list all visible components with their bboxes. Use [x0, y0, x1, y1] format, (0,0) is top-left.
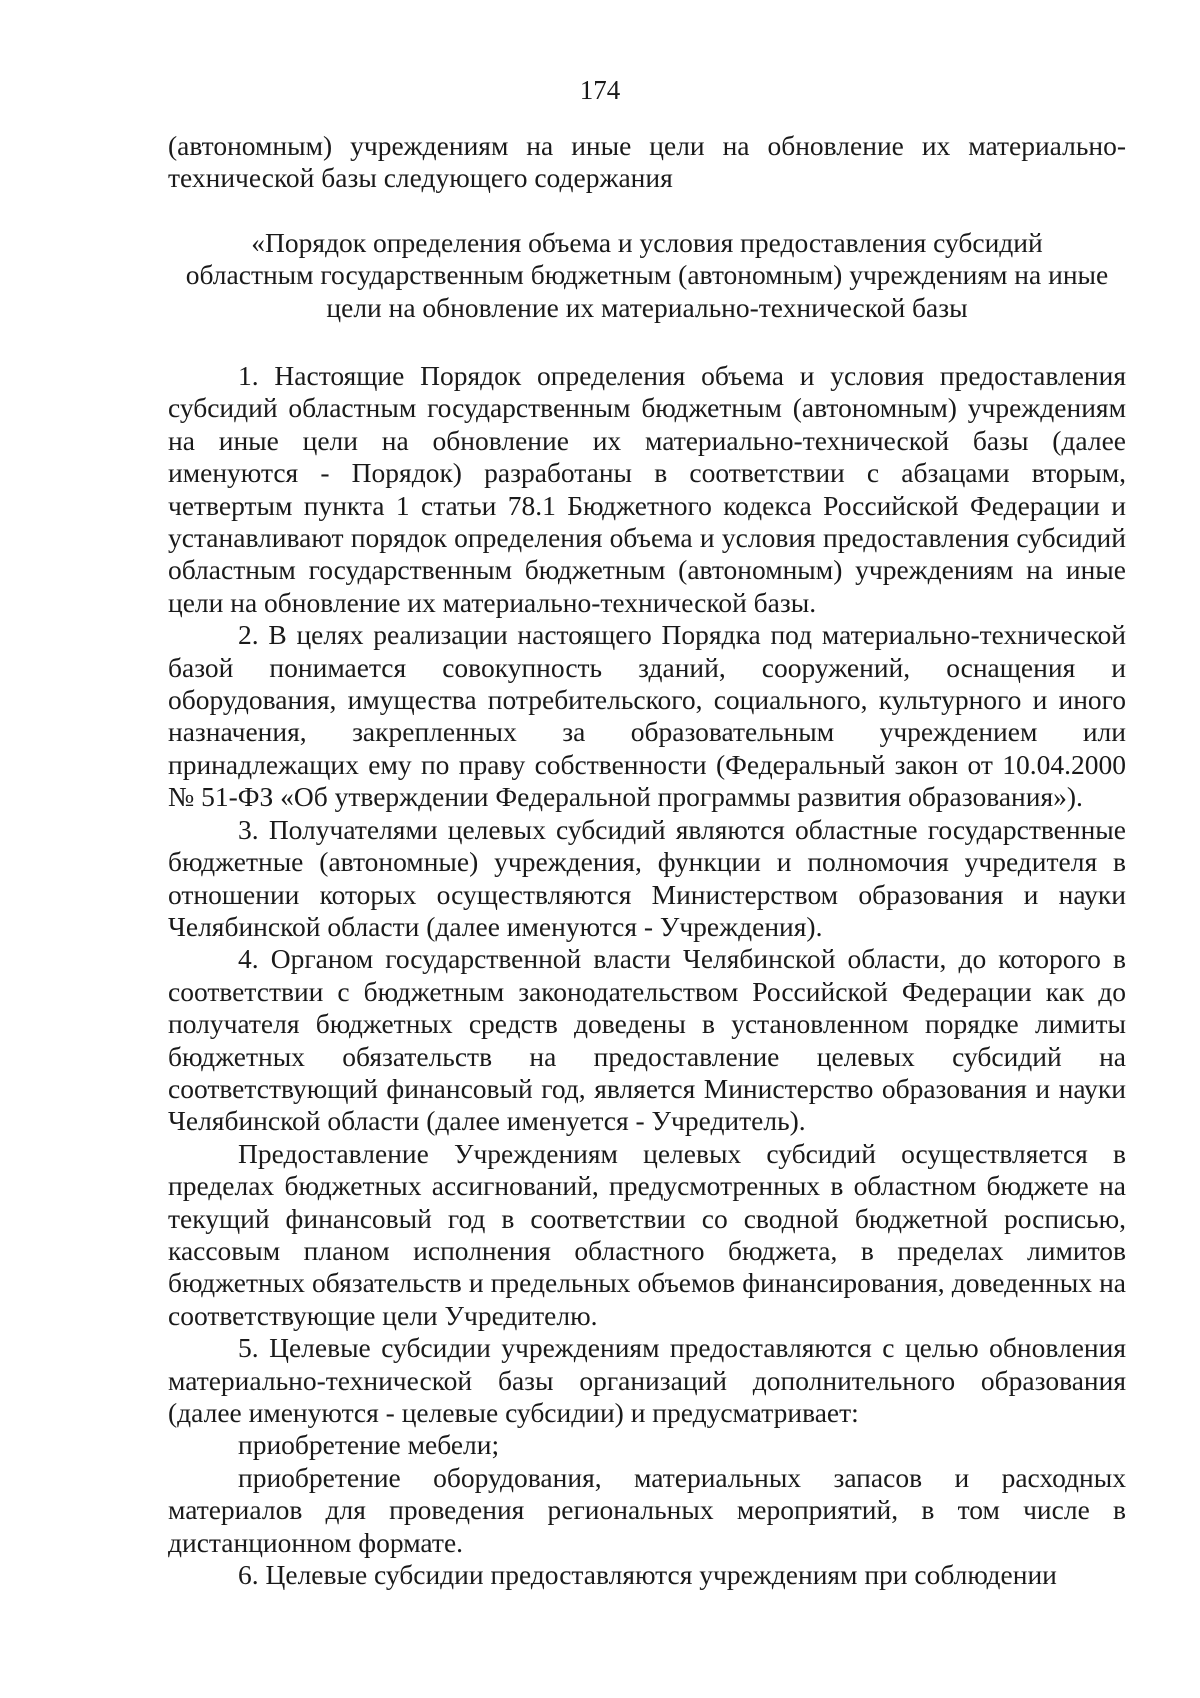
document-title-line: цели на обновление их материально-технической базы	[326, 291, 968, 323]
paragraph-4: 4. Органом государственной власти Челябинской области, до которого в соответствии с бюджетным законодательством Российской Федерации как до получателя бюджетных средств доведены в установленном порядке лимиты бюджетных обязательств на предоставление целевых субсидий на соответствующий финансовый год, является Министерство образования и науки Челябинской области (далее именуется - Учредитель).	[168, 943, 1126, 1137]
document-title	[168, 227, 1126, 324]
paragraph-3: 3. Получателями целевых субсидий являются областные государственные бюджетные (автономные) учреждения, функции и полномочия учредителя в отношении которых осуществляются Министерством образования и науки Челябинской области (далее именуются - Учреждения).	[168, 813, 1126, 942]
paragraph-6: 6. Целевые субсидии предоставляются учреждениям при соблюдении	[238, 1559, 1057, 1591]
list-item-equipment: приобретение оборудования, материальных запасов и расходных материалов для проведения региональных мероприятий, в том числе в дистанционном формате.	[168, 1461, 1126, 1558]
page-number: 174	[579, 75, 621, 105]
document-title-line: областным государственным бюджетным (автономным) учреждениям на иные	[185, 259, 1109, 291]
paragraph-5: 5. Целевые субсидии учреждениям предоставляются с целью обновления материально-технической базы организаций дополнительного образования (далее именуются - целевые субсидии) и предусматривает:	[168, 1332, 1126, 1428]
paragraph-2: 2. В целях реализации настоящего Порядка под материально-технической базой понимается совокупность зданий, сооружений, оснащения и оборудования, имущества потребительского, социального, культурного и иного назначения, закрепленных за образовательным учреждением или принадлежащих ему по праву собственности (Федеральный закон от 10.04.2000 № 51-ФЗ «Об утверждении Федеральной программы развития образования»).	[168, 619, 1126, 813]
paragraph-1: 1. Настоящие Порядок определения объема и условия предоставления субсидий областным государственным бюджетным (автономным) учреждениям на иные цели на обновление их материально-технической базы (далее именуются - Порядок) разработаны в соответствии с абзацами вторым, четвертым пункта 1 статьи 78.1 Бюджетного кодекса Российской Федерации и устанавливают порядок определения объема и условия предоставления субсидий областным государственным бюджетным (автономным) учреждениям на иные цели на обновление их материально-технической базы.	[168, 360, 1126, 618]
paragraph-4-continued: Предоставление Учреждениям целевых субсидий осуществляется в пределах бюджетных ассигнований, предусмотренных в областном бюджете на текущий финансовый год в соответствии со сводной бюджетной росписью, кассовым планом исполнения областного бюджета, в пределах лимитов бюджетных обязательств и предельных объемов финансирования, доведенных на соответствующие цели Учредителю.	[168, 1137, 1126, 1331]
document-body	[168, 360, 1126, 1591]
document-title-line: «Порядок определения объема и условия предоставления субсидий	[251, 227, 1043, 258]
list-item-furniture: приобретение мебели;	[238, 1429, 500, 1461]
intro-text: (автономным) учреждениям на иные цели на обновление их материально-технической базы следующего содержания	[168, 130, 1126, 194]
